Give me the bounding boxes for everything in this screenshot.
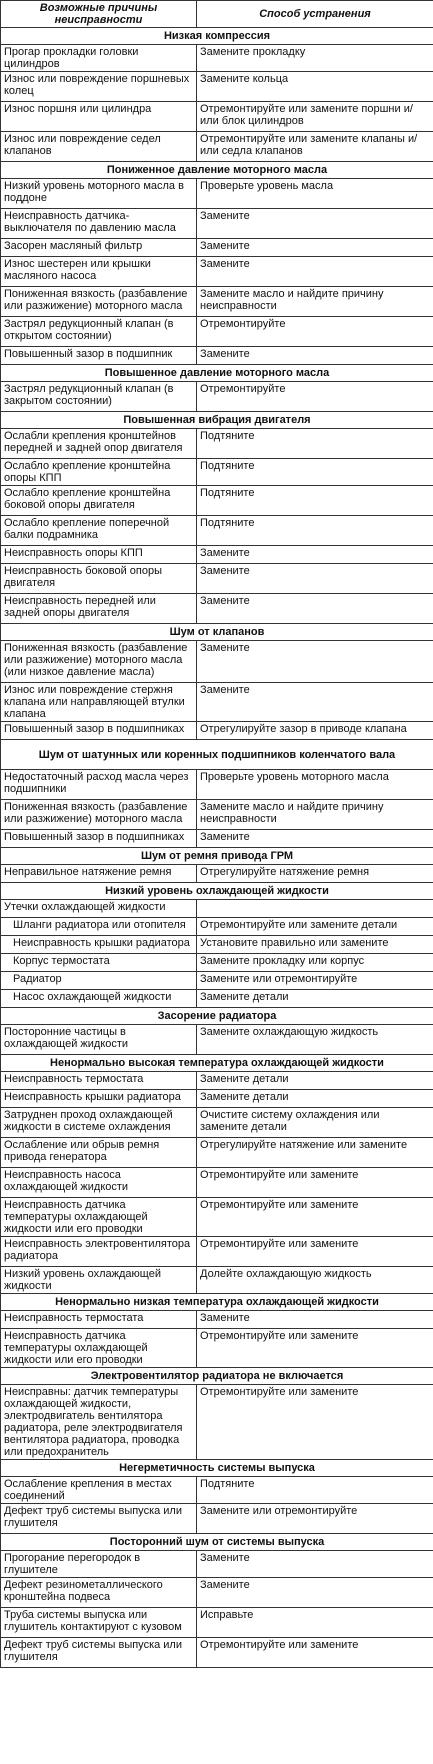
table-row <box>1 1025 433 1055</box>
table-row <box>1 1090 433 1108</box>
table-row <box>1 1138 433 1168</box>
table-row <box>1 179 433 209</box>
table-row <box>1 830 433 848</box>
cause-cell: Прогорание перегородок в глушителе <box>1 1551 197 1578</box>
cause-cell: Шланги радиатора или отопителя <box>1 918 197 936</box>
remedy-cell: Замените <box>197 347 433 365</box>
table-row <box>1 1551 433 1578</box>
section-title: Негерметичность системы выпуска <box>1 1460 433 1477</box>
remedy-cell: Подтяните <box>197 1477 433 1504</box>
cause-cell: Ослабление крепления в местах соединений <box>1 1477 197 1504</box>
section-title: Пониженное давление моторного масла <box>1 162 433 179</box>
table-row <box>1 287 433 317</box>
cause-cell: Износ шестерен или крышки масляного насоса <box>1 257 197 287</box>
remedy-cell: Замените или отремонтируйте <box>197 972 433 990</box>
table-row <box>1 1329 433 1368</box>
cause-cell: Насос охлаждающей жидкости <box>1 990 197 1008</box>
table-row <box>1 347 433 365</box>
remedy-cell: Замените <box>197 683 433 722</box>
cause-cell: Неисправность крышки радиатора <box>1 1090 197 1108</box>
section-title: Посторонний шум от системы выпуска <box>1 1534 433 1551</box>
cause-cell: Труба системы выпуска или глушитель контактируют с кузовом <box>1 1608 197 1638</box>
table-row <box>1 1477 433 1504</box>
table-row <box>1 683 433 722</box>
section-row <box>1 1294 433 1311</box>
table-row <box>1 45 433 72</box>
section-row <box>1 1534 433 1551</box>
table-row <box>1 429 433 459</box>
remedy-cell: Подтяните <box>197 486 433 516</box>
section-title: Шум от ремня привода ГРМ <box>1 848 433 865</box>
section-row <box>1 1368 433 1385</box>
cause-cell: Неисправность электровентилятора радиатора <box>1 1237 197 1267</box>
table-body <box>1 28 433 1668</box>
table-row <box>1 1385 433 1460</box>
section-title: Повышенная вибрация двигателя <box>1 412 433 429</box>
table-row <box>1 865 433 883</box>
table-row <box>1 257 433 287</box>
cause-cell: Неисправность термостата <box>1 1072 197 1090</box>
remedy-cell: Подтяните <box>197 429 433 459</box>
section-title: Повышенное давление моторного масла <box>1 365 433 382</box>
remedy-cell: Исправьте <box>197 1608 433 1638</box>
table-row <box>1 459 433 486</box>
remedy-cell: Отремонтируйте или замените <box>197 1638 433 1668</box>
table-row <box>1 1267 433 1294</box>
section-title: Низкая компрессия <box>1 28 433 45</box>
table-row <box>1 1578 433 1608</box>
section-title: Электровентилятор радиатора не включается <box>1 1368 433 1385</box>
remedy-cell: Отрегулируйте натяжение ремня <box>197 865 433 883</box>
section-row <box>1 848 433 865</box>
table-row <box>1 594 433 624</box>
remedy-cell: Замените <box>197 830 433 848</box>
cause-cell: Износ или повреждение стержня клапана или направляющей втулки клапана <box>1 683 197 722</box>
cause-cell: Дефект резинометаллического кронштейна подвеса <box>1 1578 197 1608</box>
table-row <box>1 382 433 412</box>
cause-cell: Низкий уровень охлаждающей жидкости <box>1 1267 197 1294</box>
table-row <box>1 800 433 830</box>
cause-cell: Пониженная вязкость (разбавление или разжижение) моторного масла (или низкое давление масла) <box>1 641 197 683</box>
table-row <box>1 1072 433 1090</box>
table-row <box>1 1237 433 1267</box>
remedy-cell: Замените <box>197 239 433 257</box>
remedy-cell: Отремонтируйте или замените <box>197 1237 433 1267</box>
cause-cell: Неисправность датчика-выключателя по давлению масла <box>1 209 197 239</box>
table-row <box>1 918 433 936</box>
remedy-cell: Замените кольца <box>197 72 433 102</box>
table-row <box>1 972 433 990</box>
remedy-cell: Установите правильно или замените <box>197 936 433 954</box>
remedy-cell: Отрегулируйте натяжение или замените <box>197 1138 433 1168</box>
remedy-cell: Отремонтируйте или замените <box>197 1168 433 1198</box>
table-row <box>1 132 433 162</box>
section-row <box>1 1460 433 1477</box>
cause-cell: Радиатор <box>1 972 197 990</box>
cause-cell: Утечки охлаждающей жидкости <box>1 900 197 918</box>
cause-cell: Неисправность боковой опоры двигателя <box>1 564 197 594</box>
table-row <box>1 1608 433 1638</box>
remedy-cell <box>197 900 433 918</box>
cause-cell: Засорен масляный фильтр <box>1 239 197 257</box>
section-title: Шум от шатунных или коренных подшипников коленчатого вала <box>1 740 433 770</box>
cause-cell: Износ или повреждение поршневых колец <box>1 72 197 102</box>
remedy-cell: Замените охлаждающую жидкость <box>197 1025 433 1055</box>
remedy-cell: Замените <box>197 257 433 287</box>
table-row <box>1 1638 433 1668</box>
remedy-cell: Замените <box>197 641 433 683</box>
cause-cell: Неправильное натяжение ремня <box>1 865 197 883</box>
cause-cell: Износ или повреждение седел клапанов <box>1 132 197 162</box>
cause-cell: Ослабление или обрыв ремня привода генератора <box>1 1138 197 1168</box>
table-row <box>1 1108 433 1138</box>
table-row <box>1 990 433 1008</box>
table-row <box>1 1504 433 1534</box>
table-row <box>1 900 433 918</box>
table-row <box>1 239 433 257</box>
table-row <box>1 546 433 564</box>
cause-cell: Застрял редукционный клапан (в закрытом состоянии) <box>1 382 197 412</box>
cause-cell: Неисправность насоса охлаждающей жидкости <box>1 1168 197 1198</box>
remedy-cell: Замените <box>197 594 433 624</box>
remedy-cell: Долейте охлаждающую жидкость <box>197 1267 433 1294</box>
table-row <box>1 564 433 594</box>
remedy-cell: Замените детали <box>197 1072 433 1090</box>
cause-cell: Низкий уровень моторного масла в поддоне <box>1 179 197 209</box>
table-row <box>1 954 433 972</box>
cause-cell: Дефект труб системы выпуска или глушителя <box>1 1638 197 1668</box>
cause-cell: Неисправность датчика температуры охлаждающей жидкости или его проводки <box>1 1329 197 1368</box>
section-row <box>1 28 433 45</box>
table-row <box>1 486 433 516</box>
remedy-cell: Отремонтируйте или замените <box>197 1385 433 1460</box>
header-remedy: Способ устранения <box>197 1 433 28</box>
cause-cell: Дефект труб системы выпуска или глушителя <box>1 1504 197 1534</box>
remedy-cell: Отремонтируйте <box>197 382 433 412</box>
cause-cell: Затруднен проход охлаждающей жидкости в системе охлаждения <box>1 1108 197 1138</box>
table-row <box>1 1311 433 1329</box>
remedy-cell: Подтяните <box>197 459 433 486</box>
table-row <box>1 72 433 102</box>
cause-cell: Пониженная вязкость (разбавление или разжижение) моторного масла <box>1 287 197 317</box>
section-row <box>1 412 433 429</box>
cause-cell: Прогар прокладки головки цилиндров <box>1 45 197 72</box>
remedy-cell: Замените <box>197 1311 433 1329</box>
cause-cell: Неисправность термостата <box>1 1311 197 1329</box>
table-row <box>1 770 433 800</box>
table-row <box>1 102 433 132</box>
table-row <box>1 722 433 740</box>
section-title: Засорение радиатора <box>1 1008 433 1025</box>
table-row <box>1 209 433 239</box>
cause-cell: Пониженная вязкость (разбавление или разжижение) моторного масла <box>1 800 197 830</box>
remedy-cell: Отремонтируйте или замените клапаны и/или седла клапанов <box>197 132 433 162</box>
remedy-cell: Замените или отремонтируйте <box>197 1504 433 1534</box>
cause-cell: Неисправность опоры КПП <box>1 546 197 564</box>
remedy-cell: Отремонтируйте или замените <box>197 1198 433 1237</box>
remedy-cell: Замените прокладку или корпус <box>197 954 433 972</box>
table-row <box>1 936 433 954</box>
section-row <box>1 740 433 770</box>
remedy-cell: Отремонтируйте или замените поршни и/или блок цилиндров <box>197 102 433 132</box>
cause-cell: Неисправность крышки радиатора <box>1 936 197 954</box>
section-title: Низкий уровень охлаждающей жидкости <box>1 883 433 900</box>
cause-cell: Повышенный зазор в подшипниках <box>1 830 197 848</box>
cause-cell: Ослабли крепления кронштейнов передней и задней опор двигателя <box>1 429 197 459</box>
remedy-cell: Проверьте уровень масла <box>197 179 433 209</box>
remedy-cell: Отремонтируйте или замените детали <box>197 918 433 936</box>
remedy-cell: Замените <box>197 209 433 239</box>
remedy-cell: Проверьте уровень моторного масла <box>197 770 433 800</box>
cause-cell: Повышенный зазор в подшипник <box>1 347 197 365</box>
table-row <box>1 516 433 546</box>
header-cause: Возможные причины неисправности <box>1 1 197 28</box>
section-row <box>1 162 433 179</box>
remedy-cell: Замените прокладку <box>197 45 433 72</box>
cause-cell: Ослабло крепление кронштейна опоры КПП <box>1 459 197 486</box>
section-title: Ненормально низкая температура охлаждающей жидкости <box>1 1294 433 1311</box>
cause-cell: Неисправность передней или задней опоры двигателя <box>1 594 197 624</box>
remedy-cell: Отремонтируйте <box>197 317 433 347</box>
header-row <box>1 1 433 28</box>
cause-cell: Корпус термостата <box>1 954 197 972</box>
remedy-cell: Замените <box>197 546 433 564</box>
cause-cell: Ослабло крепление кронштейна боковой опоры двигателя <box>1 486 197 516</box>
remedy-cell: Замените масло и найдите причину неисправности <box>197 287 433 317</box>
section-row <box>1 883 433 900</box>
remedy-cell: Отремонтируйте или замените <box>197 1329 433 1368</box>
remedy-cell: Замените детали <box>197 1090 433 1108</box>
cause-cell: Износ поршня или цилиндра <box>1 102 197 132</box>
table-row <box>1 1198 433 1237</box>
section-row <box>1 1055 433 1072</box>
remedy-cell: Замените <box>197 1578 433 1608</box>
remedy-cell: Отрегулируйте зазор в приводе клапана <box>197 722 433 740</box>
section-row <box>1 1008 433 1025</box>
table-row <box>1 641 433 683</box>
section-title: Ненормально высокая температура охлаждающей жидкости <box>1 1055 433 1072</box>
cause-cell: Повышенный зазор в подшипниках <box>1 722 197 740</box>
table-row <box>1 1168 433 1198</box>
cause-cell: Неисправны: датчик температуры охлаждающей жидкости, электродвигатель вентилятора радиатора, реле электродвигателя вентилятора радиатора, проводка или предохранитель <box>1 1385 197 1460</box>
cause-cell: Ослабло крепление поперечной балки подрамника <box>1 516 197 546</box>
cause-cell: Недостаточный расход масла через подшипники <box>1 770 197 800</box>
remedy-cell: Замените масло и найдите причину неисправности <box>197 800 433 830</box>
remedy-cell: Замените <box>197 564 433 594</box>
remedy-cell: Подтяните <box>197 516 433 546</box>
cause-cell: Застрял редукционный клапан (в открытом состоянии) <box>1 317 197 347</box>
cause-cell: Неисправность датчика температуры охлаждающей жидкости или его проводки <box>1 1198 197 1237</box>
table-row <box>1 317 433 347</box>
remedy-cell: Замените детали <box>197 990 433 1008</box>
cause-cell: Посторонние частицы в охлаждающей жидкости <box>1 1025 197 1055</box>
section-row <box>1 624 433 641</box>
remedy-cell: Очистите систему охлаждения или замените детали <box>197 1108 433 1138</box>
remedy-cell: Замените <box>197 1551 433 1578</box>
section-title: Шум от клапанов <box>1 624 433 641</box>
section-row <box>1 365 433 382</box>
